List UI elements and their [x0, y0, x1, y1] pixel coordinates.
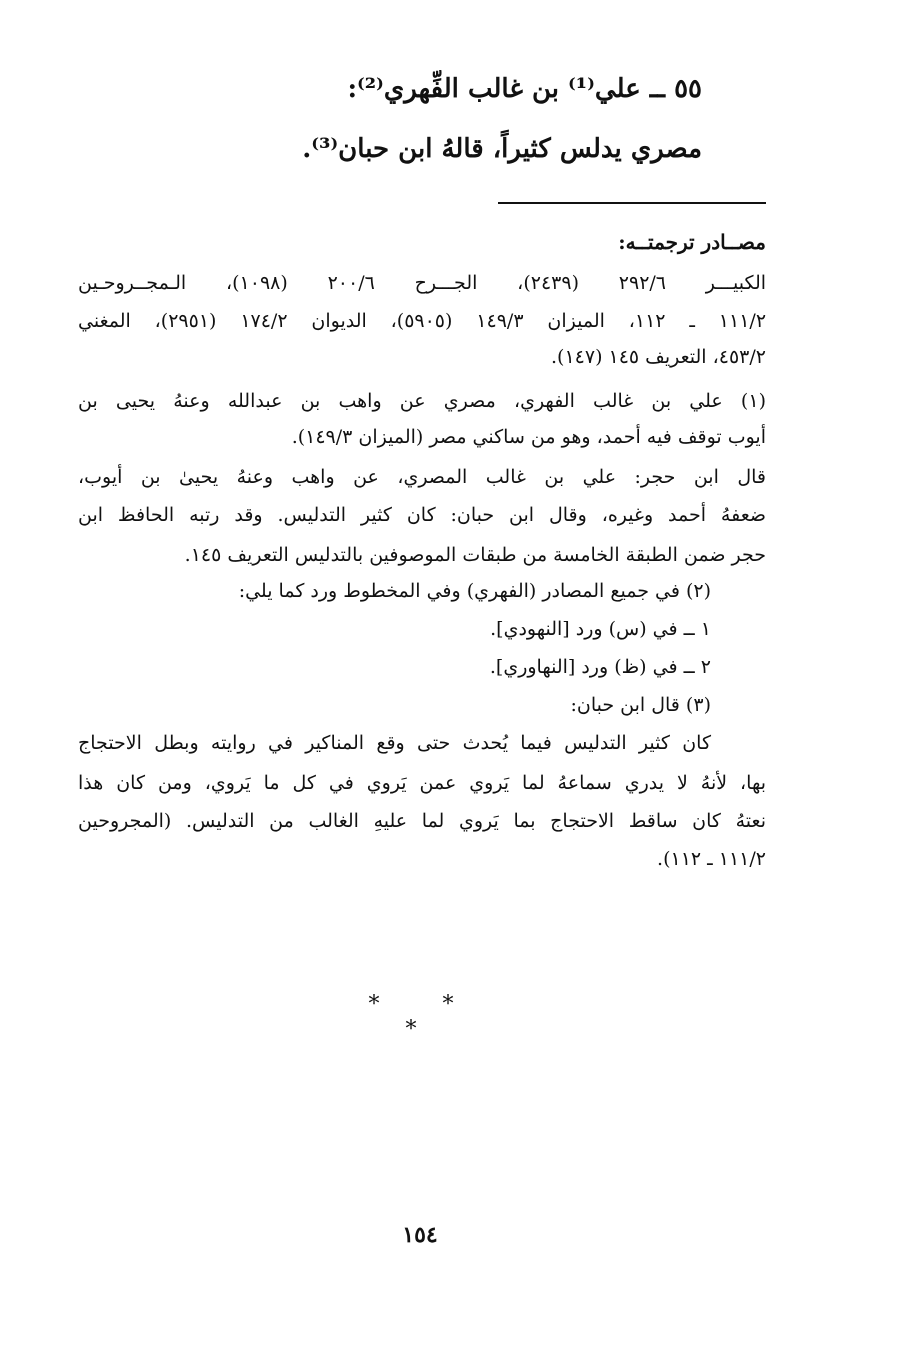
sources-line: ١١١/٢ ـ ١١٢، الميزان ١٤٩/٣ (٥٩٠٥)، الديوان ١٧٤/٢ (٢٩٥١)، المغني: [78, 310, 767, 332]
footnote-separator-rule: [498, 202, 766, 204]
footnote-line: بها، لأنهُ لا يدري سماعهُ لما يَروي عمن يَروي في كل ما يَروي، ومن كان هذا: [78, 772, 766, 794]
footnote-line: (١) علي بن غالب الفهري، مصري عن واهب بن عبدالله وعنهُ يحيى بن: [78, 390, 766, 412]
footnote-line: أيوب توقف فيه أحمد، وهو من ساكني مصر (الميزان ١٤٩/٣).: [291, 426, 766, 448]
section-separator-stars: * * *: [368, 992, 482, 1042]
footnote-line: كان كثير التدليس فيما يُحدث حتى وقع المناكير في روايته وبطل الاحتجاج: [78, 732, 711, 754]
entry-title: ٥٥ ــ علي⁽¹⁾ بن غالب الفِّهري⁽²⁾:: [347, 74, 702, 104]
sources-line: ٤٥٣/٢، التعريف ١٤٥ (١٤٧).: [550, 346, 766, 368]
footnote-line: (٢) في جميع المصادر (الفهري) وفي المخطوط ورد كما يلي:: [238, 580, 711, 602]
entry-text: مصري يدلس كثيراً، قالهُ ابن حبان⁽³⁾.: [302, 134, 702, 164]
footnote-line: ١ ــ في (س) ورد [النهودي].: [490, 618, 711, 640]
footnote-line: قال ابن حجر: علي بن غالب المصري، عن واهب وعنهُ يحيىٰ بن أيوب،: [78, 466, 766, 488]
footnote-line: نعتهُ كان ساقط الاحتجاج بما يَروي لما عليهِ الغالب من التدليس. (المجروحين: [78, 810, 766, 832]
footnote-line: (٣) قال ابن حبان:: [570, 694, 711, 716]
footnote-line: ١١١/٢ ـ ١١٢).: [657, 848, 766, 870]
sources-heading: مصــادر ترجمتــه:: [618, 230, 766, 254]
page-number: ١٥٤: [402, 1222, 438, 1248]
footnote-line: ٢ ــ في (ظ) ورد [النهاوري].: [489, 656, 711, 678]
footnote-line: ضعفهُ أحمد وغيره، وقال ابن حبان: كان كثير التدليس. وقد رتبه الحافظ ابن: [78, 504, 766, 526]
sources-line: الكبيـــر ٢٩٢/٦ (٢٤٣٩)، الجـــرح ٢٠٠/٦ (١٠٩٨)، الـمجــروحـين: [78, 272, 767, 294]
footnote-line: حجر ضمن الطبقة الخامسة من طبقات الموصوفين بالتدليس التعريف ١٤٥.: [184, 544, 766, 566]
